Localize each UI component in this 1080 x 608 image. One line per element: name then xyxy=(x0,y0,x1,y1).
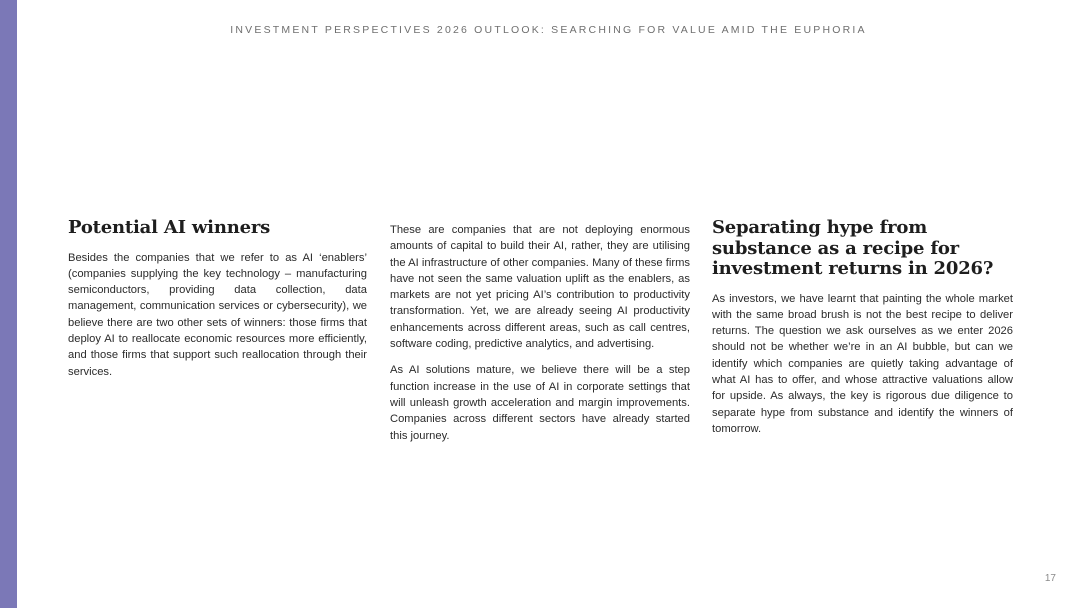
body-paragraph: Besides the companies that we refer to as AI ‘enablers’ (companies supplying the key technology – manufacturing semiconductors, providing data collection, data management, communication services or cybersecurity), we believe there are two other sets of winners: those firms that deploy AI to reallocate economic resources more efficiently, and those firms that support such reallocation through their services. xyxy=(68,251,367,378)
page-number: 17 xyxy=(1044,573,1056,584)
column-continued-text xyxy=(390,222,690,444)
column-potential-ai-winners xyxy=(68,218,367,380)
section-heading-separating-hype: Separating hype from substance as a recipe for investment returns in 2026? xyxy=(712,217,994,279)
body-paragraph: These are companies that are not deploying enormous amounts of capital to build their AI, rather, they are utilising the AI infrastructure of other companies. Many of these firms have not seen the same valuation uplift as the enablers, as markets are not yet pricing AI’s contribution to productivity transformation. Yet, we are already seeing AI productivity enhancements across different areas, such as call centres, software coding, predictive analytics, and advertising. xyxy=(390,224,690,351)
side-accent-bar xyxy=(0,0,17,608)
body-paragraph: As AI solutions mature, we believe there will be a step function increase in the use of AI in corporate settings that will unleash growth acceleration and margin improvements. Companies across different sectors have already started this journey. xyxy=(390,364,690,442)
section-heading-potential-ai-winners: Potential AI winners xyxy=(68,217,271,238)
body-paragraph: As investors, we have learnt that painting the whole market with the same broad brush is not the best recipe to deliver returns. The question we ask ourselves as we enter 2026 should not be whether we’re in an AI bubble, but can we identify which companies are quietly taking advantage of what AI has to offer, and whose attractive valuations allow for upside. As always, the key is rigorous due diligence to separate hype from substance and identify the winners of tomorrow. xyxy=(712,292,1013,435)
column-separating-hype xyxy=(712,218,1013,437)
page-header-title: INVESTMENT PERSPECTIVES 2026 OUTLOOK: SEARCHING FOR VALUE AMID THE EUPHORIA xyxy=(230,24,867,36)
